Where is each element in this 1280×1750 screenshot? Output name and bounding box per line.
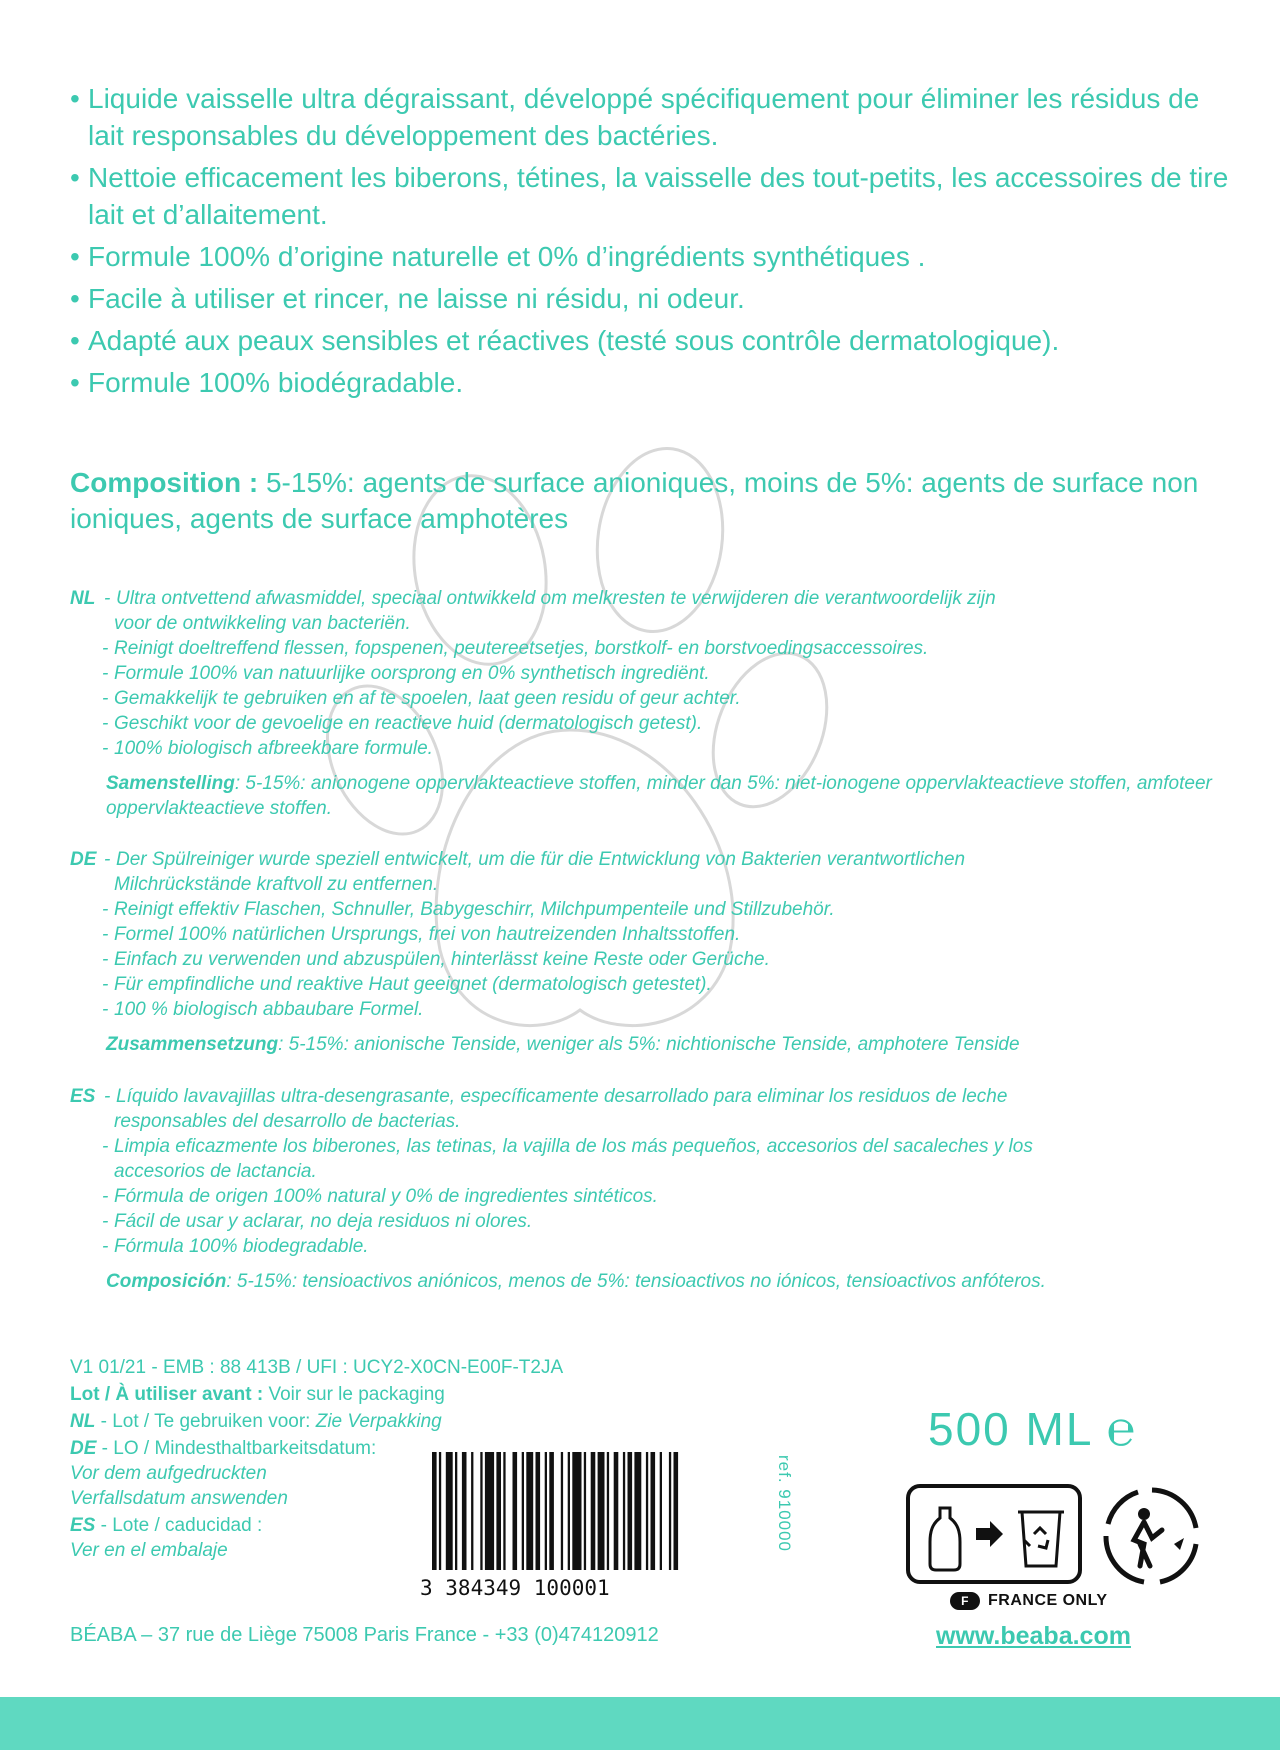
barcode-bar (628, 1452, 633, 1570)
de-item: Einfach zu verwenden und abzuspülen, hinterlässt keine Reste oder Gerüche. (114, 949, 770, 970)
nl-intro: Ultra ontvettend afwasmiddel, speciaal ontwikkeld om melkresten te verwijderen die verantwoordelijk zijn (116, 588, 996, 609)
barcode-bar (634, 1452, 641, 1570)
fr-composition-label: Composition : (70, 467, 259, 498)
es-lot-code: ES (70, 1515, 96, 1536)
de-intro: Der Spülreiniger wurde speziell entwickelt, um die für die Entwicklung von Bakterien verantwortlichen (116, 849, 966, 870)
nl-composition-label: Samenstelling (106, 773, 235, 794)
de-section: DE - Der Spülreiniger wurde speziell entwickelt, um die für die Entwicklung von Bakterien verantwortlichen Milchrückstände kraftvoll zu entfernen. - Reinigt effektiv Flaschen, Schnuller, Babygeschirr, Milchpumpenteile und Stillzubehör. - Formel 100% natürlichen Ursprungs, frei von hautreizenden Inhaltsstoffen. - Einfach zu verwenden und abzuspülen, hinterlässt keine Reste oder Gerüche. - Für empfindliche und reaktive Haut geeignet (dermatologisch getestet). - 100 % biologisch abbaubare Formel. Zusammensetzung: 5-15%: anionische Tenside, weniger als 5%: nichtionische Tenside, amphotere Tenside (70, 847, 1230, 1057)
barcode-bar (496, 1452, 501, 1570)
barcode-bar (545, 1452, 547, 1570)
es-item: Limpia eficazmente los biberones, las tetinas, la vajilla de los más pequeños, accesorios del sacaleches y los (114, 1136, 1033, 1157)
barcode-bar (674, 1452, 679, 1570)
website-link[interactable]: www.beaba.com (936, 1622, 1131, 1650)
lot-line (70, 1382, 590, 1407)
fr-composition (70, 465, 1200, 537)
nl-item: Formule 100% van natuurlijke oorsprong en 0% synthetisch ingrediënt. (114, 663, 710, 684)
nl-item: Gemakkelijk te gebruiken en af te spoelen, laat geen residu of geur achter. (114, 688, 741, 709)
barcode-bar (646, 1452, 648, 1570)
de-lot-italic-1: Vor dem aufgedruckten (70, 1463, 267, 1484)
de-intro-cont: Milchrückstände kraftvoll zu entfernen. (114, 874, 439, 895)
volume-text: 500 ML (928, 1403, 1092, 1455)
nl-composition-text: : 5-15%: anionogene oppervlakteactieve stoffen, minder dan 5%: niet-ionogene oppervlakteactieve stoffen, amfoteer oppervlakteactieve stoffen. (106, 773, 1212, 819)
nl-code: NL (70, 588, 96, 609)
barcode-bar (462, 1452, 467, 1570)
es-lot-italic: Ver en el embalaje (70, 1540, 228, 1561)
nl-item: Geschikt voor de gevoelige en reactieve huid (dermatologisch getest). (114, 713, 703, 734)
es-item: Fórmula de origen 100% natural y 0% de ingredientes sintéticos. (114, 1186, 658, 1207)
de-lot-italic-2: Verfallsdatum answenden (70, 1488, 288, 1509)
es-intro-cont: responsables del desarrollo de bacterias. (114, 1111, 461, 1132)
barcode-bar (549, 1452, 554, 1570)
nl-item: 100% biologisch afbreekbare formule. (114, 738, 433, 759)
recycling-info-box (906, 1484, 1082, 1584)
estimated-sign-icon: ℮ (1106, 1403, 1138, 1456)
barcode-bars (420, 1452, 740, 1572)
barcode-bar (598, 1452, 605, 1570)
barcode-bar (503, 1452, 505, 1570)
nl-lot-line (70, 1409, 590, 1434)
barcode-digits: 3 384349 100001 (420, 1576, 610, 1600)
barcode-bar (455, 1452, 457, 1570)
barcode-bar (584, 1452, 586, 1570)
barcode-bar (485, 1452, 494, 1570)
barcode-bar (439, 1452, 441, 1570)
nl-lot-italic: Zie Verpakking (315, 1411, 442, 1432)
barcode-bar (591, 1452, 596, 1570)
fr-bullet: • Formule 100% d’origine naturelle et 0% d’ingrédients synthétiques . (70, 241, 926, 272)
france-badge-icon: F (950, 1592, 980, 1610)
fr-bullet: • Formule 100% biodégradable. (70, 367, 464, 398)
es-intro: Líquido lavavajillas ultra-desengrasante, específicamente desarrollado para eliminar los residuos de leche (116, 1086, 1008, 1107)
nl-lot-code: NL (70, 1411, 96, 1432)
de-item: Formel 100% natürlichen Ursprungs, frei von hautreizenden Inhaltsstoffen. (114, 924, 741, 945)
barcode-bar (446, 1452, 453, 1570)
lot-text: Voir sur le packaging (263, 1384, 445, 1405)
barcode-bar (471, 1452, 473, 1570)
de-composition (70, 1032, 1230, 1057)
fr-bullet: • Liquide vaisselle ultra dégraissant, développé spécifiquement pour éliminer les résidus de lait responsables du développement des bactéries. (70, 83, 1200, 151)
barcode-bar (561, 1452, 563, 1570)
de-lot-text: - LO / Mindesthaltbarkeitsdatum: (96, 1438, 377, 1459)
de-item: 100 % biologisch abbaubare Formel. (114, 999, 424, 1020)
barcode-bar (568, 1452, 570, 1570)
es-lot-text: - Lote / caducidad : (95, 1515, 263, 1536)
fr-bullet: • Facile à utiliser et rincer, ne laisse ni résidu, ni odeur. (70, 283, 745, 314)
de-composition-label: Zusammensetzung (106, 1034, 279, 1055)
lot-label: Lot / À utiliser avant : (70, 1384, 264, 1405)
de-composition-text: : 5-15%: anionische Tenside, weniger als 5%: nichtionische Tenside, amphotere Tenside (278, 1034, 1020, 1055)
bottom-color-bar (0, 1697, 1280, 1750)
barcode-bar (572, 1452, 581, 1570)
volume-label (928, 1402, 1137, 1457)
nl-lot-text: - Lot / Te gebruiken voor: (95, 1411, 316, 1432)
company-address: BÉABA – 37 rue de Liège 75008 Paris France - +33 (0)474120912 (70, 1624, 659, 1646)
fr-feature-list (70, 80, 1230, 406)
nl-item: Reinigt doeltreffend flessen, fopspenen, peutereetsetjes, borstkolf- en borstvoedingsaccessoires. (114, 638, 929, 659)
nl-composition (70, 771, 1230, 821)
barcode-bar (669, 1452, 671, 1570)
barcode-bar (526, 1452, 533, 1570)
fr-composition-text: 5-15%: agents de surface anioniques, moins de 5%: agents de surface non ioniques, agents de surface amphotères (70, 467, 1199, 534)
version-line: V1 01/21 - EMB : 88 413B / UFI : UCY2-X0CN-E00F-T2JA (70, 1357, 564, 1378)
de-lot-code: DE (70, 1438, 97, 1459)
es-composition (70, 1269, 1230, 1294)
es-composition-label: Composición (106, 1271, 227, 1292)
es-composition-text: : 5-15%: tensioactivos aniónicos, menos de 5%: tensioactivos no iónicos, tensioactivos anfóteros. (226, 1271, 1046, 1292)
barcode-bar (660, 1452, 662, 1570)
nl-intro-cont: voor de ontwikkeling van bacteriën. (114, 613, 411, 634)
fr-bullet: • Adapté aux peaux sensibles et réactives (testé sous contrôle dermatologique). (70, 325, 1060, 356)
barcode-bar (536, 1452, 541, 1570)
triman-icon (1100, 1484, 1204, 1588)
barcode-bar (522, 1452, 524, 1570)
de-code: DE (70, 849, 97, 870)
es-item: Fácil de usar y aclarar, no deja residuos ni olores. (114, 1211, 533, 1232)
de-item: Reinigt effektiv Flaschen, Schnuller, Babygeschirr, Milchpumpenteile und Stillzubehör. (114, 899, 835, 920)
barcode-bar (614, 1452, 619, 1570)
barcode-bar (513, 1452, 518, 1570)
barcode-bar (432, 1452, 437, 1570)
france-only-text: FRANCE ONLY (988, 1592, 1108, 1609)
reference-number: ref. 910000 (775, 1455, 794, 1553)
fr-bullet: • Nettoie efficacement les biberons, tétines, la vaisselle des tout-petits, les accessoires de tire lait et d’allaitement. (70, 162, 1229, 230)
barcode (420, 1452, 740, 1622)
barcode-bar (607, 1452, 609, 1570)
es-code: ES (70, 1086, 96, 1107)
barcode-bar (623, 1452, 625, 1570)
barcode-bar (480, 1452, 482, 1570)
es-item: Fórmula 100% biodegradable. (114, 1236, 369, 1257)
de-item: Für empfindliche und reaktive Haut geeignet (dermatologisch getestet). (114, 974, 712, 995)
es-item-cont: accesorios de lactancia. (114, 1161, 317, 1182)
france-only-badge (950, 1592, 1108, 1610)
bottle-to-bin-icon (910, 1488, 1078, 1580)
nl-section: NL - Ultra ontvettend afwasmiddel, speciaal ontwikkeld om melkresten te verwijderen die verantwoordelijk zijn voor de ontwikkeling van bacteriën. - Reinigt doeltreffend flessen, fopspenen, peutereetsetjes, borstkolf- en borstvoedingsaccessoires. - Formule 100% van natuurlijke oorsprong en 0% synthetisch ingrediënt. - Gemakkelijk te gebruiken en af te spoelen, laat geen residu of geur achter. - Geschikt voor de gevoelige en reactieve huid (dermatologisch getest). - 100% biologisch afbreekbare formule. Samenstelling: 5-15%: anionogene oppervlakteactieve stoffen, minder dan 5%: niet-ionogene oppervlakteactieve stoffen, amfoteer oppervlakteactieve stoffen. (70, 586, 1230, 821)
es-section: ES - Líquido lavavajillas ultra-desengrasante, específicamente desarrollado para eliminar los residuos de leche responsables del desarrollo de bacterias. - Limpia eficazmente los biberones, las tetinas, la vajilla de los más pequeños, accesorios del sacaleches y los accesorios de lactancia. - Fórmula de origen 100% natural y 0% de ingredientes sintéticos. - Fácil de usar y aclarar, no deja residuos ni olores. - Fórmula 100% biodegradable. Composición: 5-15%: tensioactivos aniónicos, menos de 5%: tensioactivos no iónicos, tensioactivos anfóteros. (70, 1084, 1230, 1294)
barcode-bar (651, 1452, 656, 1570)
